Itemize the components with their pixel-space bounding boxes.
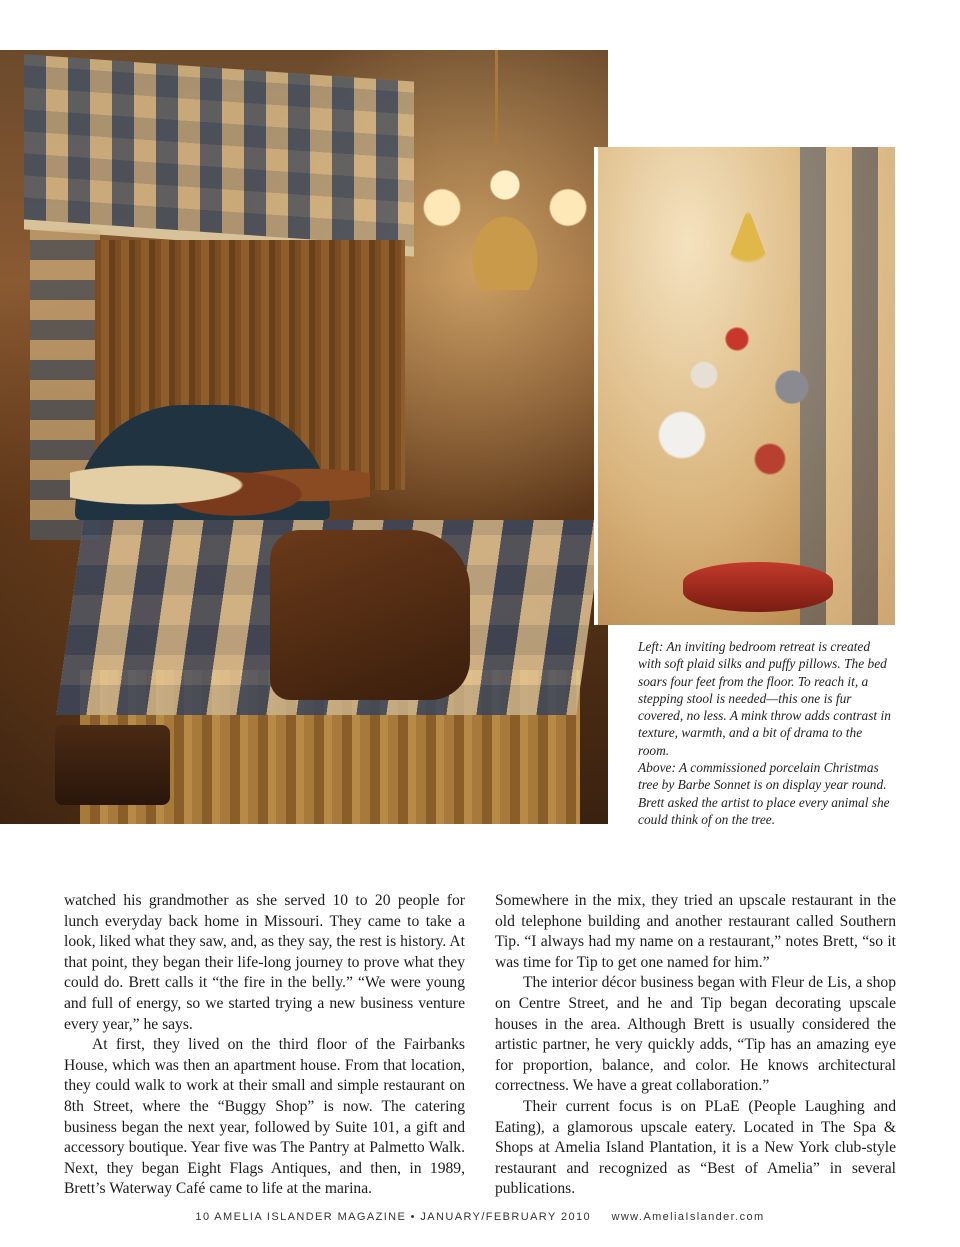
tree-base [683, 562, 833, 612]
tree-animals [638, 267, 858, 507]
mink-throw [270, 530, 470, 700]
christmas-tree-photo [594, 147, 895, 625]
chandelier-chain [495, 50, 498, 145]
bed-canopy [24, 54, 414, 256]
folio: 10 AMELIA ISLANDER MAGAZINE • JANUARY/FEBRUARY 2010 [195, 1211, 592, 1223]
website-link: www.AmeliaIslander.com [611, 1211, 765, 1223]
paragraph: Their current focus is on PLaE (People Laughing and Eating), a glamorous upscale eatery. Located in The Spa & Shops at Amelia Island Plantation, it is a New York club-style restaurant and recognized as “Best of Amelia” in several publications. [495, 1097, 896, 1198]
paragraph: The interior décor business began with Fleur de Lis, a shop on Centre Street, and he and Tip began decorating upscale houses in the area. Although Brett is usually considered the artistic partner, he very quickly adds, “Tip has an amazing eye for proportion, balance, and color. He knows architectural correctness. We have a great collaboration.” [495, 974, 896, 1095]
page-footer [0, 1211, 960, 1223]
article-column-left [64, 891, 465, 1200]
fur-stool [55, 725, 170, 805]
paragraph: Somewhere in the mix, they tried an upscale restaurant in the old telephone building and another restaurant called Southern Tip. “I always had my name on a restaurant,” notes Brett, “so it was time for Tip to get one named for him.” [495, 892, 896, 971]
caption-above: Above: A commissioned porcelain Christmas tree by Barbe Sonnet is on display year round. Brett asked the artist to place every animal she could think of on the tree. [638, 760, 890, 827]
article-column-right [495, 891, 896, 1200]
pillows [70, 440, 370, 530]
article-body [64, 891, 896, 1203]
photo-caption [638, 638, 896, 828]
bedroom-photo [0, 50, 608, 824]
paragraph: At first, they lived on the third floor of the Fairbanks House, which was then an apartment house. From that location, they could walk to work at their small and simple restaurant on 8th Street, where the “Buggy Shop” is now. The catering business began the next year, followed by Suite 101, a gift and accessory boutique. Year five was The Pantry at Palmetto Walk. Next, they began Eight Flags Antiques, and then, in 1989, Brett’s Waterway Café came to life at the marina. [64, 1036, 465, 1198]
caption-left: Left: An inviting bedroom retreat is created with soft plaid silks and puffy pillows. The bed soars four feet from the floor. To reach it, a stepping stool is needed—this one is fur covered, no less. A mink throw adds contrast in texture, warmth, and a bit of drama to the room. [638, 639, 891, 758]
chandelier [415, 140, 595, 290]
paragraph: watched his grandmother as she served 10 to 20 people for lunch everyday back home in Missouri. They came to take a look, liked what they saw, and, as they say, the rest is history. At that point, they began their life-long journey to prove what they could do. Brett calls it “the fire in the belly.” “We were young and full of energy, so we started trying a new business venture every year,” he says. [64, 892, 465, 1033]
